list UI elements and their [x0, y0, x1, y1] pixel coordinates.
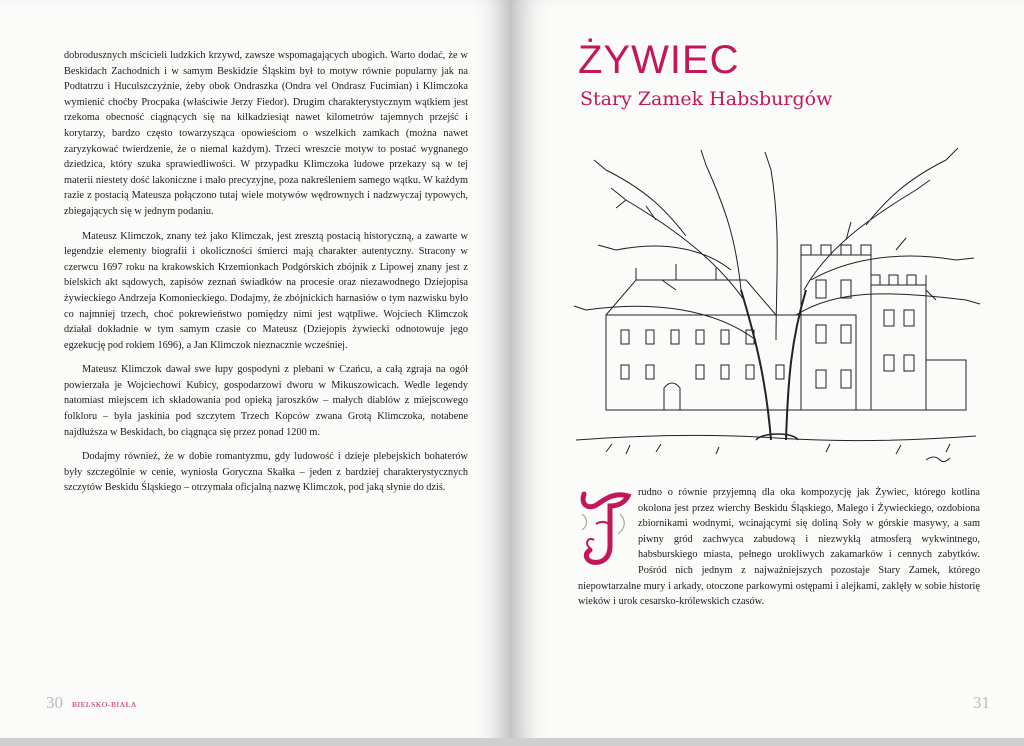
paragraph-2: Mateusz Klimczok, znany też jako Klimczak, jest zresztą postacią historyczną, a zawarte w legendzie elementy biografii i okoliczności śmierci mają charakter autentyczny. Stracony w czerwcu 1697 roku na krakowskich Krzemionkach Podgórskich zbójnik z Lipowej znany jest z bielskich akt sądowych, zapisów zeznań świadków na procesie oraz niezawodnego Dziejopisa żywieckiego Andrzeja Komonieckiego. Dodajmy, że zbójnickich harnasiów o tym nazwisku było co najmniej trzech, choć pokrewieństwo pomiędzy nimi jest wątpliwe. Wojciech Klimczok działał dokładnie w tym samym czasie co Mateusz (Dziejopis żywiecki odnotowuje jego egzekucję pod rokiem 1696), a Jan Klimczok nieznacznie wcześniej.	[64, 230, 468, 351]
intro-text-block	[578, 485, 980, 610]
page-number-right: 31	[973, 693, 990, 712]
paragraph-3: Mateusz Klimczok dawał swe łupy gospodyni z plebani w Czańcu, a całą zgraja na ogół powierzała je Wojciechowi Kubicy, gospodarzowi dworu w Mikuszowicach. Wedle legendy natomiast miejscem ich składowania pod opieką jaroszków – małych diablów z miejscowego folkloru – była jaskinia pod szczytem Trzech Kopców zwana Grotą Klimczoka, notabene najdłuższa w Beskidach, bo ciągnąca się przez ponad 1200 m.	[64, 364, 468, 438]
dropcap-space	[578, 485, 638, 575]
castle-tree-illustration	[566, 140, 986, 475]
paragraph-4: Dodajmy również, że w dobie romantyzmu, gdy ludowość i dzieje plebejskich bohaterów były szczególnie w cenie, wyniosła Goryczna Skałka – jeden z bardziej charakterystycznych szczytów Beskidu Śląskiego – otrzymała oficjalną nazwę Klimczok, pod jaką słynie do dziś.	[64, 451, 468, 494]
page-title: ŻYWIEC	[578, 38, 740, 82]
page-number-left: 30	[46, 693, 63, 712]
intro-text: rudno o równie przyjemną dla oka kompozycję jak Żywiec, którego kotlina okolona jest przez wierchy Beskidu Śląskiego, Małego i Żywieckiego, ozdobiona zbiornikami wodnymi, wcinającymi się doliną Soły w górskie masywy, a sam piwny gród zachwyca zabudową i niezwykłą atmosferą wykwintnego, habsburskiego miasta, pełnego urokliwych zakamarków i cennych zabytków. Pośród nich jednym z najważniejszych pozostaje Stary Zamek, którego niepowtarzalne mury i arkady, otoczone parkowymi ostępami i alejkami, zaklęły w sobie historię wieków i urok cesarsko-królewskich czasów.	[578, 487, 980, 608]
right-page	[512, 0, 1024, 746]
left-body-text	[64, 48, 468, 505]
running-head: BIELSKO-BIAŁA	[72, 700, 137, 709]
page-subtitle: Stary Zamek Habsburgów	[580, 88, 833, 110]
paragraph-1: dobrodusznych mścicieli ludzkich krzywd, zawsze wspomagających ubogich. Warto dodać, że w Beskidach Zachodnich i w samym Beskidzie Śląskim był to motyw równie popularny jak na Podtatrzu i Huculszczyźnie, żeby obok Ondraszka (Ondra vel Ondrasz Fucimian) i Klimczoka wymienić choćby Procpaka (właściwie Jerzy Fiedor). Drugim charakterystycznym wątkiem jest rzekoma obecność ciągnących się na kilkadziesiąt nawet kilometrów tajemnych przejść i korytarzy, bardzo często towarzysząca opowieściom o wszelkich zamkach (można nawet zaryzykować twierdzenie, że o niemal każdym). Trzeci wreszcie motyw to postać wygnanego dziedzica, który szuka sprawiedliwości. W przypadku Klimczoka ludowe przekazy są w tej materii niestety dość lakoniczne i mało precyzyjne, poza nakreśleniem samego wątku. W każdym razie z postacią Mateusza połączono tutaj wiele motywów wędrownych i nadzwyczaj typowych, zbiegających się w jednym podaniu.	[64, 50, 468, 217]
frame-bottom	[0, 738, 1024, 746]
